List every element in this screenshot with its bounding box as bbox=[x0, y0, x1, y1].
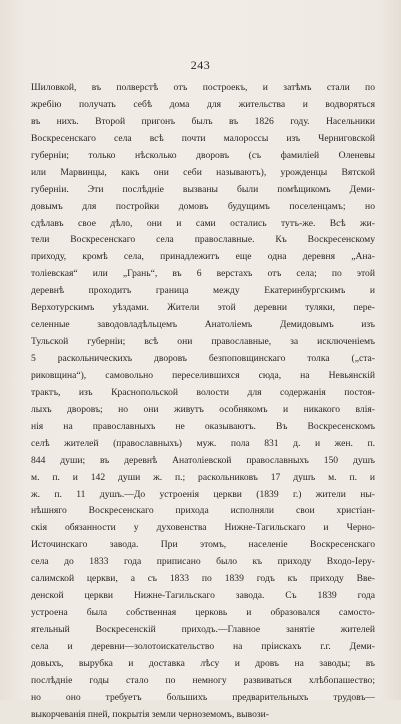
text-line: ятельный Воскресенскій приходъ.—Главное занятіе жителей bbox=[31, 624, 375, 635]
text-line: довымъ для постройки домовъ будущимъ поселенцамъ; но bbox=[31, 200, 375, 212]
text-line: ж. п. 11 душъ.—До устроенія церкви (1839 г.) жители ны- bbox=[31, 488, 375, 500]
text-line: салимской церкви, а съ 1833 по 1839 годъ къ приходу Вве- bbox=[31, 573, 375, 585]
text-line: въ нихъ. Второй пригонъ былъ въ 1826 году. Насельники bbox=[31, 115, 375, 127]
text-line: риковщина“), самовольно переселившихся сюда, на Невьянскій bbox=[31, 369, 375, 381]
page-number: 243 bbox=[190, 58, 211, 72]
text-line: тели Воскресенскаго села православные. Къ Воскресенскому bbox=[31, 234, 375, 246]
text-line: Верхотурскимъ уѣздами. Жители этой деревни туляки, пере- bbox=[31, 302, 375, 314]
text-line: м. п. и 142 души ж. п.; раскольниковъ 17 душъ м. п. и bbox=[31, 471, 375, 483]
text-line: толіевская“ или „Грань“, въ 6 верстахъ отъ села; по этой bbox=[31, 268, 375, 280]
text-line: жребію получать себѣ дома для жительства и водворяться bbox=[31, 98, 375, 110]
text-line: селѣ жителей (православныхъ) муж. пола 831 д. и жен. п. bbox=[31, 437, 375, 449]
text-line: нія на православныхъ не оказываютъ. Въ Воскресенскомъ bbox=[31, 420, 375, 432]
text-line: 844 души; въ деревнѣ Анатоліевской православныхъ 150 душъ bbox=[31, 454, 375, 466]
text-line: послѣдніе годы стало по немногу развиваться хлѣбопашество; bbox=[31, 674, 375, 686]
text-line: Шиловкой, въ полверстѣ отъ построекъ, и затѣмъ стали по bbox=[31, 82, 375, 93]
text-line: денской церкви Нижне-Тагильскаго завода. Съ 1839 года bbox=[31, 590, 375, 602]
body-text bbox=[31, 80, 375, 724]
text-line: губерніи; только нѣсколько дворовъ (съ фамиліей Оленевы bbox=[31, 149, 375, 161]
text-line: нѣшняго Воскресенскаго прихода исполняли свои христіан- bbox=[31, 505, 375, 517]
text-line: селенные заводовладѣльцемъ Анатоліемъ Демидовымъ изъ bbox=[31, 319, 375, 331]
text-line: сдѣлавъ свое дѣло, они и сами остались тутъ-же. Всѣ жи- bbox=[31, 217, 375, 229]
text-line: трактъ, изъ Краснопольской волости для содержанія постоя- bbox=[31, 386, 375, 398]
text-line: или Марвинцы, какъ они себи называютъ), урожденцы Вятской bbox=[31, 166, 375, 178]
text-line: скія обязанности у духовенства Нижне-Тагильскаго и Черно- bbox=[31, 522, 375, 534]
text-line: устроена была собственная церковь и образовался самосто- bbox=[31, 607, 375, 619]
text-line: выкорчеванія пней, покрытія земли черноземомъ, вывози- bbox=[31, 708, 269, 720]
text-line: 5 раскольническихъ дворовъ безпоповщинскаго толка („ста- bbox=[31, 353, 375, 364]
text-line: довыхъ, вырубка и доставка лѣсу и дровъ на заводы; въ bbox=[31, 657, 375, 669]
text-line: Источинскаго завода. При этомъ, населеніе Воскресенскаго bbox=[31, 539, 375, 551]
text-line: губерніи. Эти послѣдніе вызваны были помѣщикомъ Деми- bbox=[31, 183, 375, 195]
text-line: деревнѣ проходитъ граница между Екатеринбургскимъ и bbox=[31, 285, 375, 297]
text-line: приходу, кромѣ села, принадлежитъ еще одна деревня „Ана- bbox=[31, 251, 375, 263]
text-line: лыхъ дворовъ; но они живутъ особнякомъ и никакого влія- bbox=[31, 403, 375, 415]
text-line: Тульской губерніи; всѣ они православные, за исключеніемъ bbox=[31, 336, 375, 348]
text-line: Воскресенскаго села всѣ почти малороссы изъ Черниговской bbox=[31, 132, 375, 144]
text-line: но оно требуетъ большихъ предварительныхъ трудовъ— bbox=[31, 691, 375, 703]
text-line: села и деревни—золотоискательство на пріискахъ г.г. Деми- bbox=[31, 640, 375, 652]
text-line: села до 1833 года приписано было къ приходу Входо-Іеру- bbox=[31, 556, 375, 568]
